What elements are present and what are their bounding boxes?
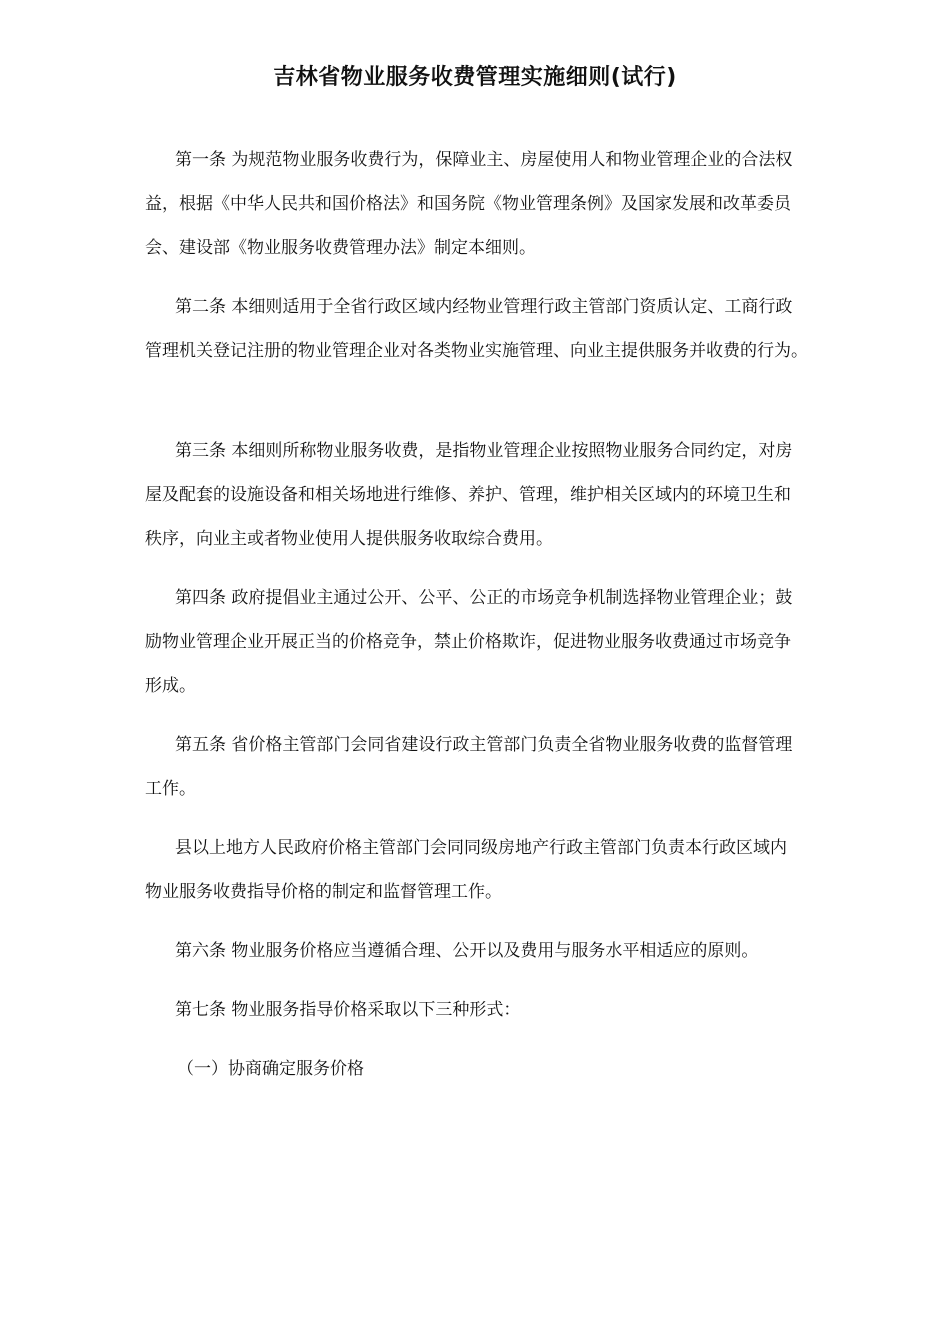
- paragraph-line: 物业服务收费指导价格的制定和监督管理工作。: [145, 882, 502, 902]
- paragraph-line: 会、建设部《物业服务收费管理办法》制定本细则。: [145, 238, 536, 258]
- paragraph-line: 第四条 政府提倡业主通过公开、公平、公正的市场竞争机制选择物业管理企业；鼓: [175, 588, 793, 608]
- page-title: 吉林省物业服务收费管理实施细则(试行): [273, 65, 677, 90]
- paragraph-line: 第六条 物业服务价格应当遵循合理、公开以及费用与服务水平相适应的原则。: [175, 941, 759, 961]
- paragraph-line: 第二条 本细则适用于全省行政区域内经物业管理行政主管部门资质认定、工商行政: [175, 297, 793, 317]
- article-2: [145, 285, 885, 373]
- paragraph-line: 益，根据《中华人民共和国价格法》和国务院《物业管理条例》及国家发展和改革委员: [145, 194, 791, 214]
- paragraph-line: 励物业管理企业开展正当的价格竞争，禁止价格欺诈，促进物业服务收费通过市场竞争: [145, 632, 791, 652]
- paragraph-line: 屋及配套的设施设备和相关场地进行维修、养护、管理，维护相关区域内的环境卫生和: [145, 485, 791, 505]
- paragraph-line: 工作。: [145, 779, 196, 799]
- article-7: [145, 988, 885, 1032]
- paragraph-line: 秩序，向业主或者物业使用人提供服务收取综合费用。: [145, 529, 553, 549]
- article-5: [145, 723, 885, 811]
- sub-item-1: （一）协商确定服务价格: [177, 1059, 364, 1079]
- paragraph-line: 第一条 为规范物业服务收费行为，保障业主、房屋使用人和物业管理企业的合法权: [175, 150, 793, 170]
- paragraph-line: 第三条 本细则所称物业服务收费，是指物业管理企业按照物业服务合同约定，对房: [175, 441, 793, 461]
- paragraph-line: 管理机关登记注册的物业管理企业对各类物业实施管理、向业主提供服务并收费的行为。: [145, 341, 808, 361]
- paragraph-line: 形成。: [145, 676, 196, 696]
- article-3: [145, 429, 885, 561]
- paragraph-line: 第七条 物业服务指导价格采取以下三种形式：: [175, 1000, 521, 1020]
- article-6: [145, 929, 885, 973]
- paragraph-line: 第五条 省价格主管部门会同省建设行政主管部门负责全省物业服务收费的监督管理: [175, 735, 793, 755]
- paragraph-line: 县以上地方人民政府价格主管部门会同同级房地产行政主管部门负责本行政区域内: [175, 838, 787, 858]
- article-1: [145, 138, 885, 270]
- document-body: [145, 138, 885, 1091]
- article-4: [145, 576, 885, 708]
- article-5-continued: [145, 826, 885, 914]
